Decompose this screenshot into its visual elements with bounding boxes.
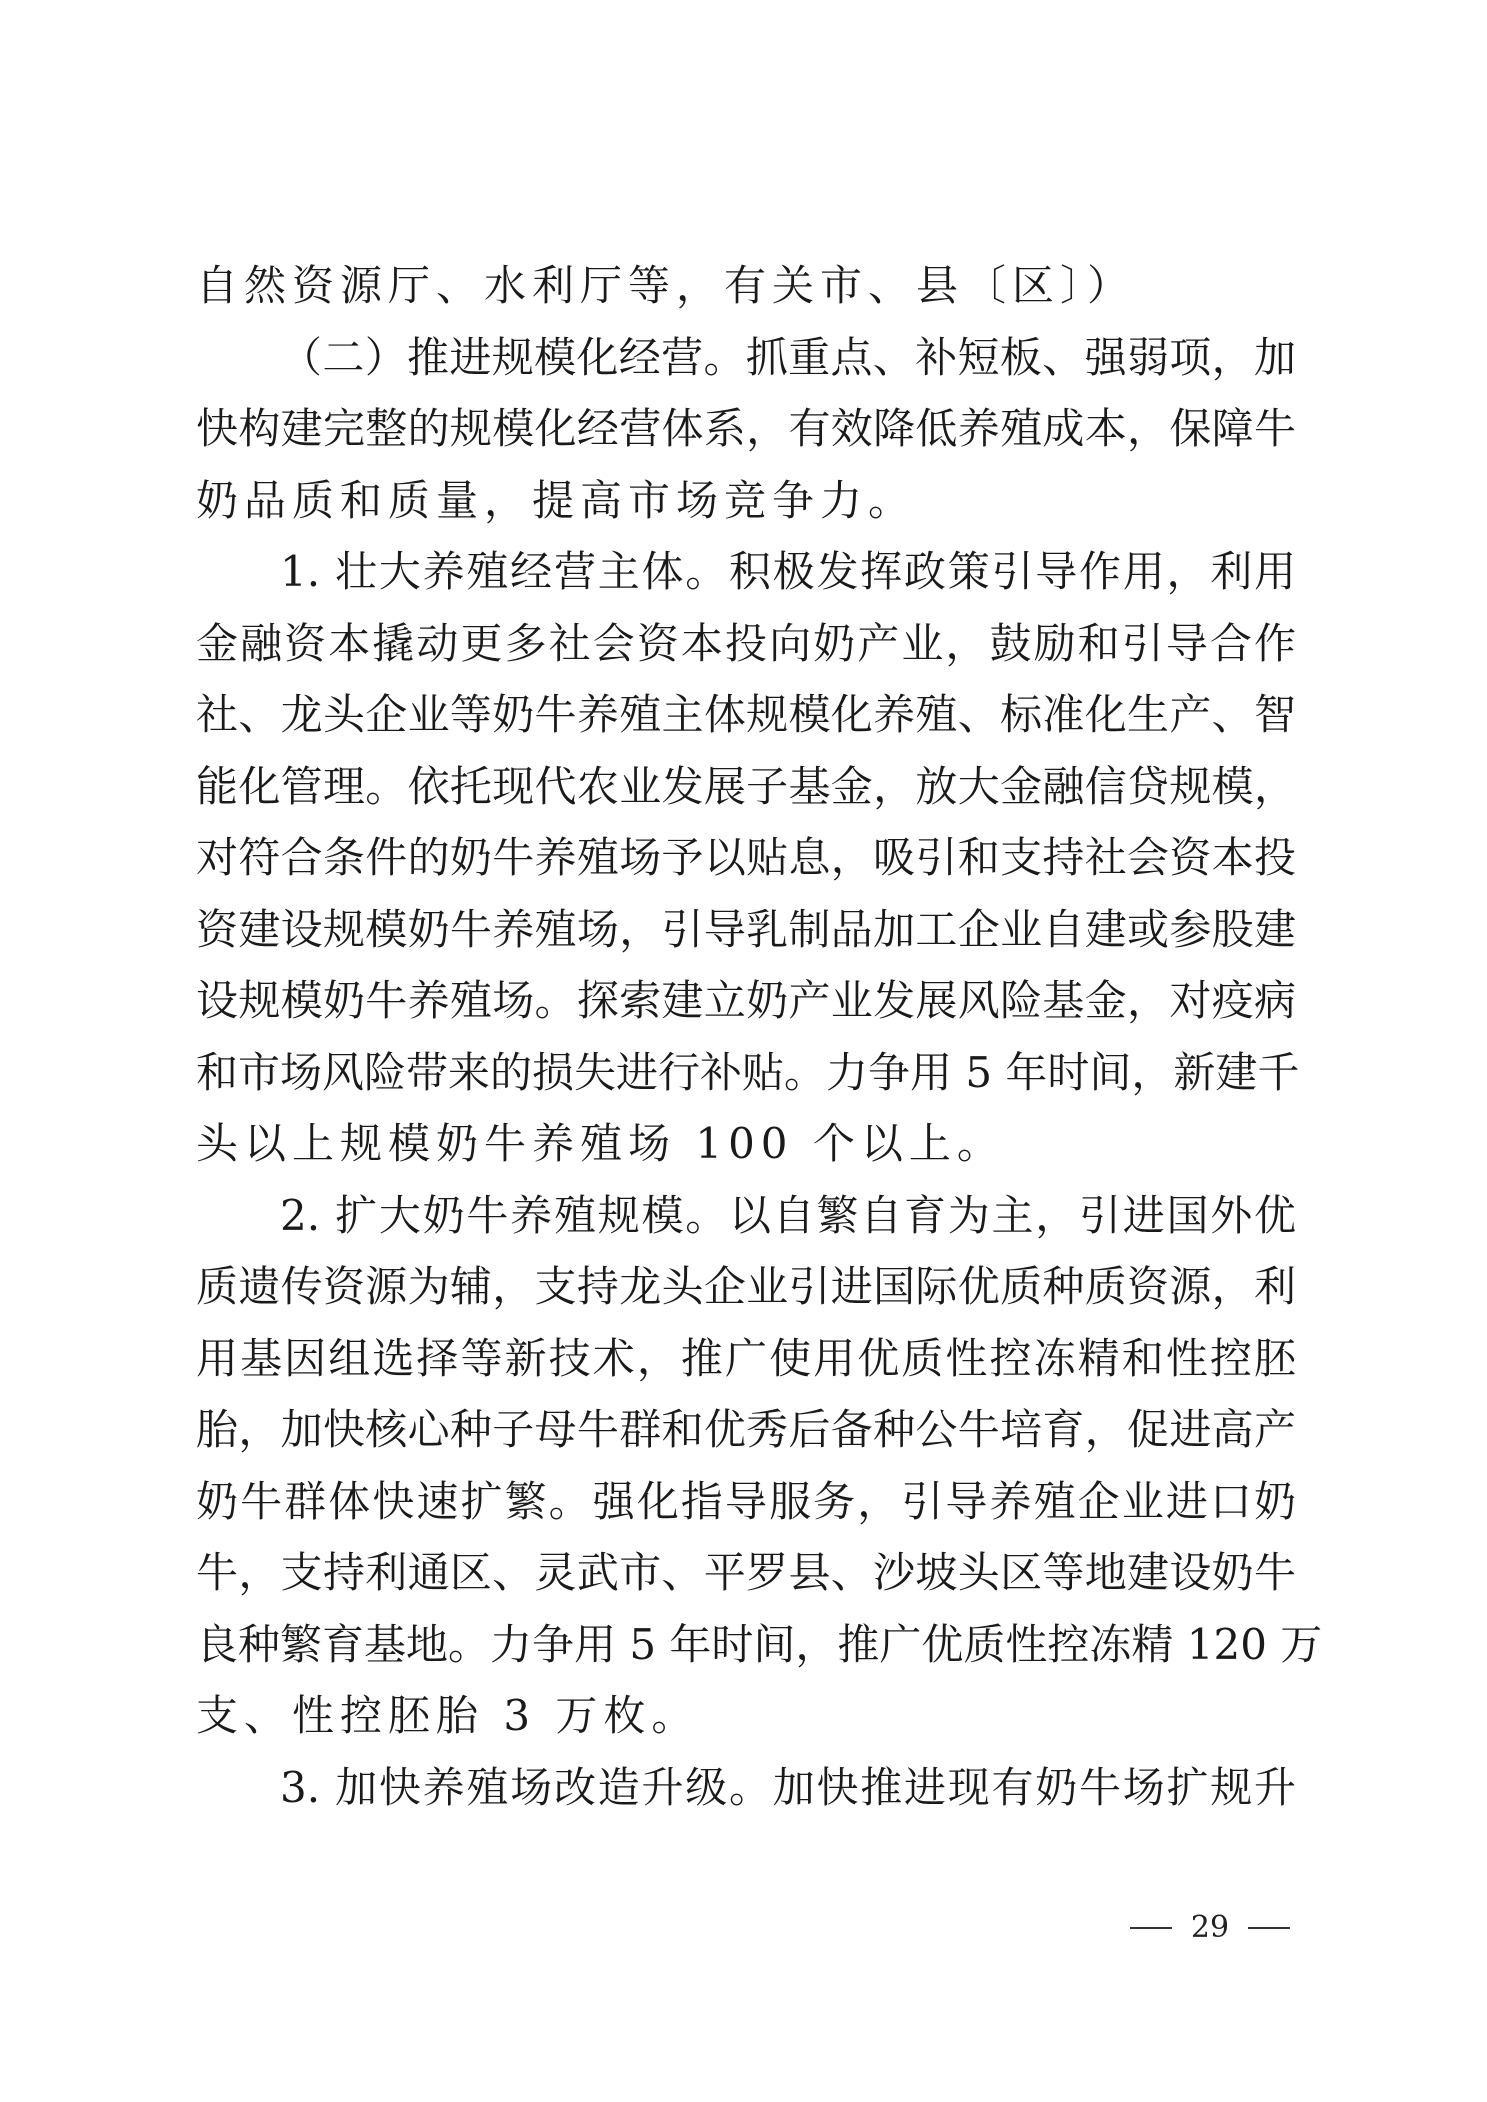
text-line: 奶品质和质量，提高市场竞争力。 — [196, 475, 917, 525]
text-line: 社、龙头企业等奶牛养殖主体规模化养殖、标准化生产、智 — [196, 690, 1296, 739]
text-line: 金融资本撬动更多社会资本投向奶产业，鼓励和引导合作 — [196, 618, 1296, 668]
text-line: 头以上规模奶牛养殖场 100 个以上。 — [196, 1119, 1005, 1168]
text-line: 良种繁育基地。力争用 5 年时间，推广优质性控冻精 120 万 — [196, 1619, 1323, 1669]
text-line: 支、性控胚胎 3 万枚。 — [196, 1691, 700, 1740]
document-body — [196, 250, 1323, 1823]
text-line: 牛，支持利通区、灵武市、平罗县、沙坡头区等地建设奶牛 — [196, 1548, 1296, 1597]
text-line: 自然资源厅、水利厅等，有关市、县〔区〕） — [196, 261, 1136, 310]
text-line: 质遗传资源为辅，支持龙头企业引进国际优质种质资源，利 — [196, 1262, 1296, 1311]
text-line: 1. 壮大养殖经营主体。积极发挥政策引导作用，利用 — [280, 547, 1296, 596]
text-line: （二）推进规模化经营。抓重点、补短板、强弱项，加 — [280, 332, 1296, 382]
page-number: 29 — [1190, 1910, 1230, 1945]
page-number-footer — [1130, 1910, 1290, 1945]
text-line: 胎，加快核心种子母牛群和优秀后备种公牛培育，促进高产 — [196, 1405, 1296, 1454]
page-number-dash-left — [1130, 1927, 1172, 1929]
text-line: 2. 扩大奶牛养殖规模。以自繁自育为主，引进国外优 — [280, 1190, 1296, 1240]
text-line: 设规模奶牛养殖场。探索建立奶产业发展风险基金，对疫病 — [196, 976, 1296, 1025]
text-line: 快构建完整的规模化经营体系，有效降低养殖成本，保障牛 — [196, 404, 1296, 453]
text-line: 资建设规模奶牛养殖场，引导乳制品加工企业自建或参股建 — [196, 904, 1296, 954]
page-number-dash-right — [1248, 1927, 1290, 1929]
text-line: 3. 加快养殖场改造升级。加快推进现有奶牛场扩规升 — [280, 1762, 1296, 1812]
text-line: 对符合条件的奶牛养殖场予以贴息，吸引和支持社会资本投 — [196, 833, 1296, 882]
text-line: 奶牛群体快速扩繁。强化指导服务，引导养殖企业进口奶 — [196, 1476, 1296, 1526]
text-line: 用基因组选择等新技术，推广使用优质性控冻精和性控胚 — [196, 1333, 1296, 1383]
text-line: 能化管理。依托现代农业发展子基金，放大金融信贷规模， — [196, 761, 1296, 811]
text-line: 和市场风险带来的损失进行补贴。力争用 5 年时间，新建千 — [196, 1047, 1300, 1097]
